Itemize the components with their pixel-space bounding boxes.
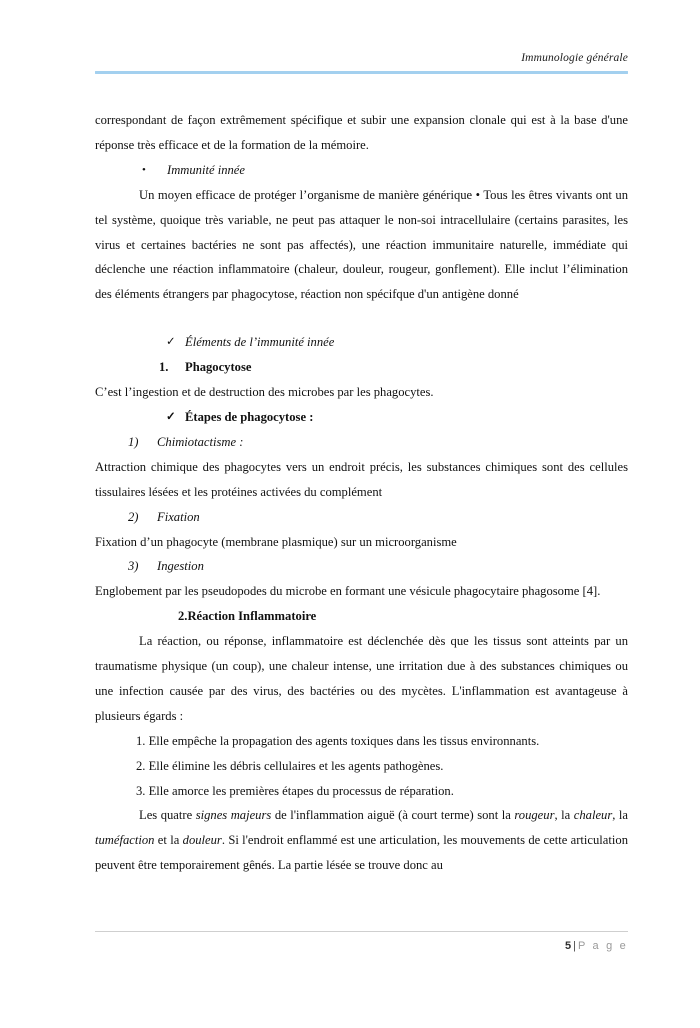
- step-label-fixation: [95, 505, 628, 530]
- step-number: 1): [128, 434, 139, 449]
- paragraph-ingestion: Englobement par les pseudopodes du microbe en formant une vésicule phagocytaire phagosome [4].: [95, 584, 601, 599]
- advantage-item-2: 2. Elle élimine les débris cellulaires et les agents pathogènes.: [136, 758, 444, 773]
- list-item-label: Immunité innée: [167, 162, 245, 177]
- header-title: Immunologie générale: [521, 52, 628, 64]
- signs-emphasis-douleur: douleur: [182, 833, 222, 848]
- list-item-label: Éléments de l’immunité innée: [185, 335, 335, 350]
- signs-emphasis-tumefaction: tuméfaction: [95, 833, 155, 848]
- list-item-elements-immunite: [95, 330, 628, 355]
- footer-separator: |: [573, 940, 576, 952]
- paragraph-immunite-innee: [95, 183, 628, 308]
- check-icon: ✓: [166, 410, 176, 423]
- list-item-etapes-phagocytose: [95, 405, 628, 430]
- step-number: 3): [128, 559, 139, 574]
- heading-label: Phagocytose: [185, 360, 252, 375]
- signs-emphasis-chaleur: chaleur: [573, 808, 613, 823]
- paragraph-part-1: Un moyen efficace de protéger l’organisme de manière générique: [139, 187, 473, 202]
- signs-text-e: et la: [154, 833, 183, 848]
- signs-text-b: de l'inflammation aiguë (à court terme) sont la: [271, 808, 515, 823]
- paragraph-signes-majeurs: [95, 803, 628, 878]
- list-item-label: Étapes de phagocytose :: [185, 409, 314, 424]
- paragraph-part-2: Tous les êtres vivants ont un tel système, quoique très variable, ne peut pas attaquer le non-soi intracellulaire (certains parasites, les virus et certaines bactéries ne sont pas affectés), une réaction immunitaire naturelle, immédiate qui déclenche une réaction inflammatoire (chaleur, douleur, rougeur, gonflement). Elle inclut l’élimination des éléments étrangers par phagocytose, réaction non spécifque d'un antigène donné: [95, 187, 628, 302]
- paragraph-reaction-inflammatoire: La réaction, ou réponse, inflammatoire est déclenchée dès que les tissus sont atteints par un traumatisme physique (un coup), une chaleur intense, une irritation due à des substances chimiques ou une infection causée par des virus, des bactéries ou des mycètes. L'inflammation est avantageuse à plusieurs égards :: [95, 634, 628, 723]
- signs-text-d: , la: [612, 808, 629, 823]
- footer-divider: [95, 931, 628, 932]
- paragraph-fixation: Fixation d’un phagocyte (membrane plasmique) sur un microorganisme: [95, 534, 457, 549]
- page-footer: [95, 931, 628, 952]
- signs-emphasis-rougeur: rougeur: [514, 808, 555, 823]
- step-label-text: Chimiotactisme :: [157, 434, 244, 449]
- header-divider: [95, 71, 628, 74]
- signs-emphasis-signes-majeurs: signes majeurs: [195, 808, 272, 823]
- footer-page-word: P a g e: [577, 940, 628, 952]
- list-item-immunite-innee: [95, 158, 628, 183]
- signs-text-f: . Si l'endroit enflammé est une articulation, les mouvements de cette articulation peuvent être temporairement gênés. La partie lésée se trouve donc au: [95, 833, 628, 873]
- footer-page-indicator: [95, 940, 628, 952]
- inline-bullet-glyph: •: [475, 187, 481, 202]
- paragraph-phagocytose: C’est l’ingestion et de destruction des microbes par les phagocytes.: [95, 385, 434, 400]
- paragraph-intro: correspondant de façon extrêmement spécifique et subir une expansion clonale qui est à la base d'une réponse très efficace et de la formation de la mémoire.: [95, 113, 628, 152]
- step-label-text: Ingestion: [157, 559, 204, 574]
- spacer: [95, 307, 628, 330]
- paragraph-chimiotactisme: Attraction chimique des phagocytes vers un endroit précis, les substances chimiques sont des cellules tissulaires lésées et les protéines activées du complément: [95, 459, 628, 499]
- step-label-chimiotactisme: [95, 430, 628, 455]
- document-body: [95, 108, 628, 878]
- step-label-ingestion: [95, 554, 628, 579]
- list-number: 1.: [159, 360, 169, 375]
- advantage-item-1: 1. Elle empêche la propagation des agents toxiques dans les tissus environnants.: [136, 733, 540, 748]
- step-label-text: Fixation: [157, 509, 200, 524]
- heading-reaction-inflammatoire: 2.Réaction Inflammatoire: [178, 609, 317, 624]
- signs-text-a: Les quatre: [139, 808, 196, 823]
- page-header: [95, 52, 628, 74]
- heading-phagocytose: [95, 355, 628, 380]
- signs-text-c: , la: [554, 808, 574, 823]
- footer-page-number: 5: [564, 940, 572, 952]
- check-icon: ✓: [166, 336, 176, 349]
- advantage-item-3: 3. Elle amorce les premières étapes du processus de réparation.: [136, 783, 454, 798]
- step-number: 2): [128, 509, 139, 524]
- bullet-icon: •: [142, 163, 146, 176]
